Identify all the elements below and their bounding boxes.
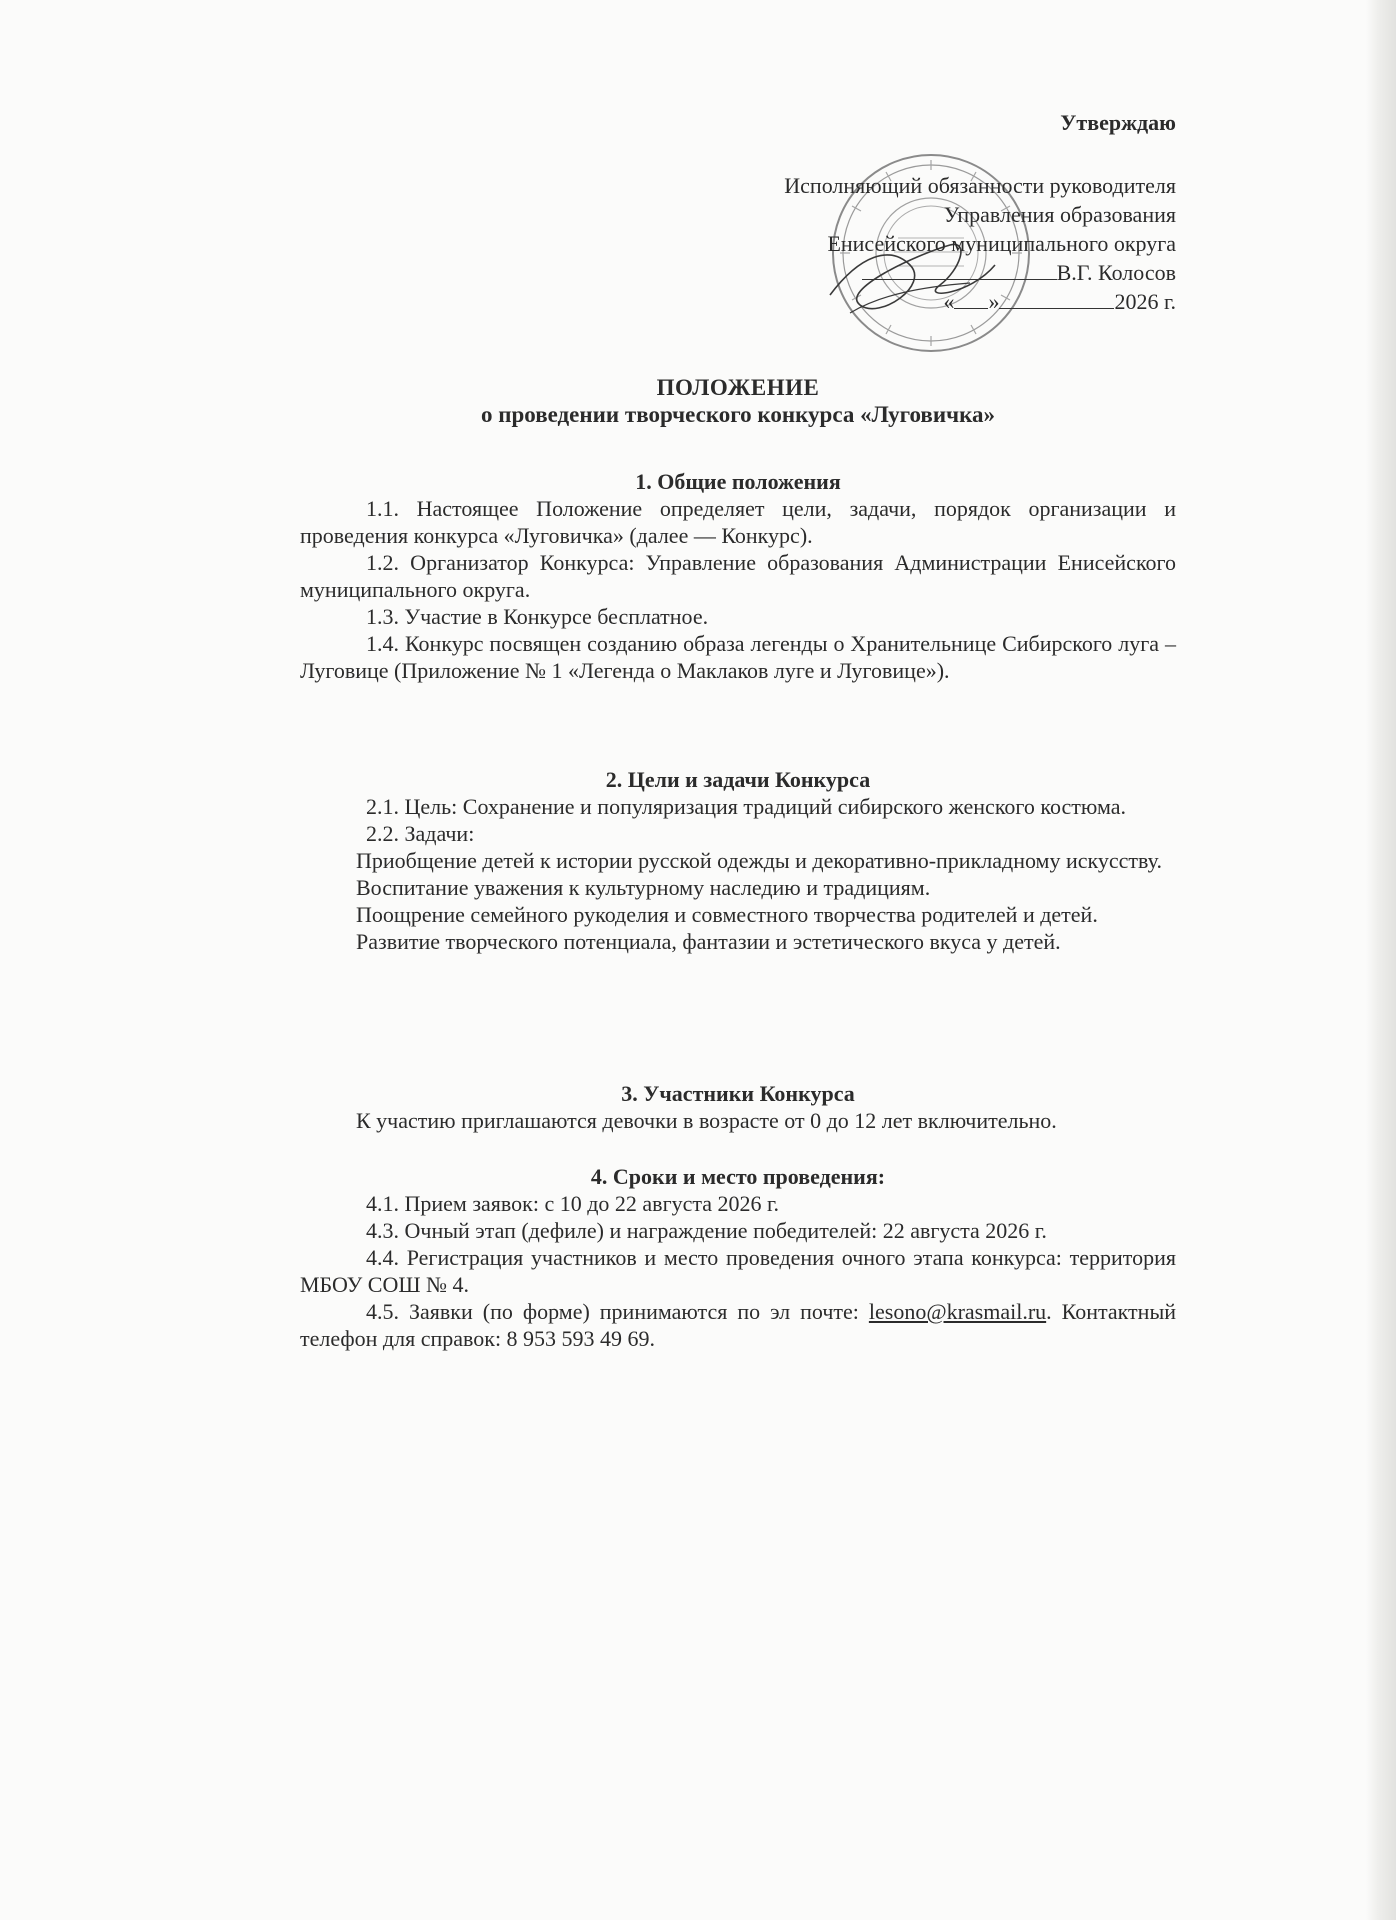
date-year: 2026 г. [1114, 289, 1176, 314]
section-general [300, 468, 1176, 684]
section-heading: 4. Сроки и место проведения: [590, 1164, 886, 1189]
clause-4-1: 4.1. Прием заявок: с 10 до 22 августа 2026 г. [366, 1191, 780, 1216]
date-quote-open: « [943, 289, 955, 314]
section-goals [300, 766, 1176, 955]
task-item: Приобщение детей к истории русской одежды и декоративно-прикладному искусству. [356, 848, 1162, 873]
section-participants [300, 1080, 1176, 1134]
date-month-underline [999, 288, 1114, 309]
clause-1-3: 1.3. Участие в Конкурсе бесплатное. [366, 604, 709, 629]
approval-block [656, 108, 1176, 316]
approval-position-line2: Управления образования [943, 202, 1176, 227]
participants-text: К участию приглашаются девочки в возрасте от 0 до 12 лет включительно. [356, 1108, 1057, 1133]
page-edge-shadow [1366, 0, 1396, 1920]
document-subtitle: о проведении творческого конкурса «Луговичка» [481, 402, 995, 427]
applications-prefix: 4.5. Заявки (по форме) принимаются по эл почте: [366, 1299, 869, 1324]
task-item: Развитие творческого потенциала, фантазии и эстетического вкуса у детей. [356, 929, 1061, 954]
section-heading: 2. Цели и задачи Конкурса [605, 767, 871, 792]
email-link[interactable]: lesono@krasmail.ru [868, 1299, 1047, 1324]
approval-signer-line [656, 258, 1176, 287]
approval-date-line [656, 287, 1176, 316]
date-day-underline [954, 288, 988, 309]
clause-1-1: 1.1. Настоящее Положение определяет цели, задачи, порядок организации и проведения конкурса «Луговичка» (далее — Конкурс). [300, 496, 1176, 548]
clause-4-3: 4.3. Очный этап (дефиле) и награждение победителей: 22 августа 2026 г. [366, 1218, 1047, 1243]
task-item: Воспитание уважения к культурному наследию и традициям. [356, 875, 931, 900]
clause-2-2: 2.2. Задачи: [366, 821, 475, 846]
section-heading: 3. Участники Конкурса [621, 1081, 855, 1106]
approval-position-line3: Енисейского муниципального округа [827, 231, 1176, 256]
applications-suffix: . Контактный телефон для справок: 8 953 593 49 69. [300, 1299, 1176, 1351]
approval-signer: В.Г. Колосов [1056, 260, 1176, 285]
approval-heading: Утверждаю [1060, 110, 1176, 135]
clause-1-2: 1.2. Организатор Конкурса: Управление образования Администрации Енисейского муниципального округа. [300, 550, 1176, 602]
clause-2-1: 2.1. Цель: Сохранение и популяризация традиций сибирского женского костюма. [366, 794, 1127, 819]
task-item: Поощрение семейного рукоделия и совместного творчества родителей и детей. [356, 902, 1098, 927]
section-dates-place [300, 1163, 1176, 1352]
approval-position-line1: Исполняющий обязанности руководителя [784, 173, 1176, 198]
section-heading: 1. Общие положения [635, 469, 841, 494]
document-title: ПОЛОЖЕНИЕ [656, 375, 820, 400]
signature-underline [862, 259, 1057, 280]
clause-4-4: 4.4. Регистрация участников и место проведения очного этапа конкурса: территория МБОУ СОШ № 4. [300, 1245, 1176, 1297]
date-quote-close: » [988, 289, 1000, 314]
clause-1-4: 1.4. Конкурс посвящен созданию образа легенды о Хранительнице Сибирского луга –Луговице (Приложение № 1 «Легенда о Маклаков луге и Луговице»). [300, 631, 1176, 683]
clause-4-5 [300, 1298, 1176, 1352]
